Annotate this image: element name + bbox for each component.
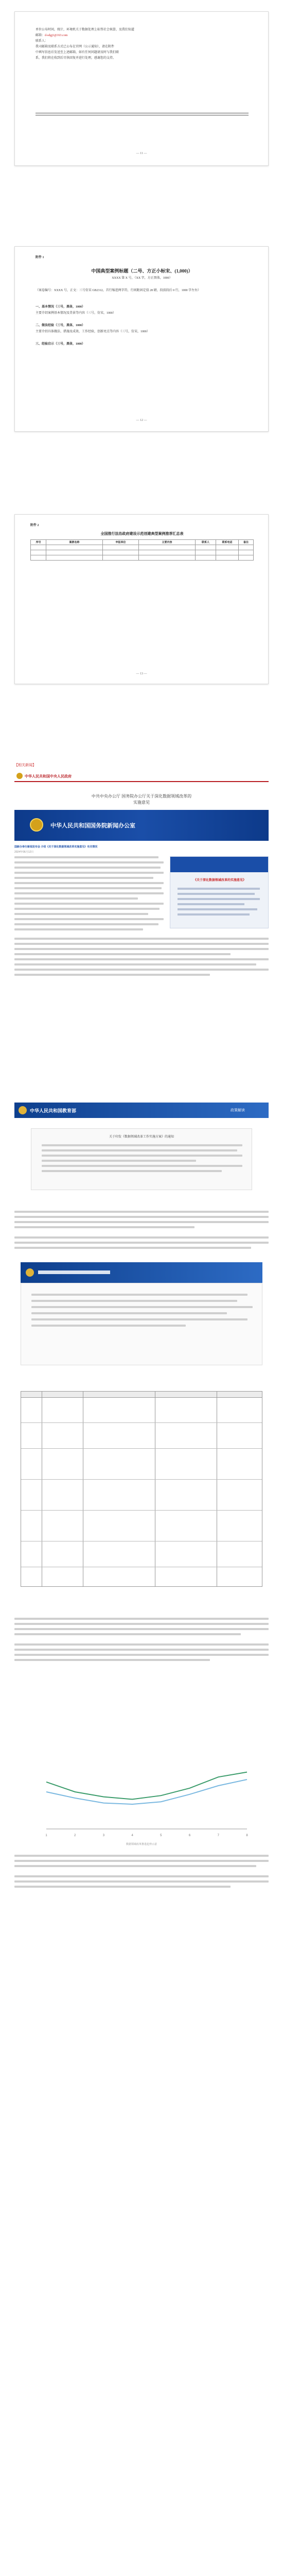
trend-chart-svg: [31, 1762, 252, 1839]
document-page-3: [14, 514, 269, 684]
section-text: 主要介绍具体做法、措施及成效，工作经验，创新亮点等内容（三号，仿宋，1000）: [36, 330, 150, 333]
article-headline: 中共中央办公厅 国务院办公厅关于深化数据领域改革的: [91, 794, 192, 799]
body-line-2: 中填写信息后发送至上述邮箱，如有任何问题请及时与我们联: [36, 51, 119, 54]
section-tag[interactable]: 政策解读: [231, 1109, 245, 1112]
x-tick-label: 6: [188, 1834, 191, 1837]
summary-table: [30, 539, 254, 561]
x-tick-label: 3: [102, 1834, 105, 1837]
section-text: 主要介绍案例基本情况及背景等内容（三号，仿宋，1000）: [36, 312, 116, 315]
table-header: 序号: [31, 540, 46, 545]
table-title: 全国推行法治政府建设示范创建典型案例推荐汇总表: [100, 532, 184, 536]
text-line: [14, 877, 153, 879]
text-line: [14, 974, 210, 976]
emblem-icon: [16, 773, 23, 779]
table-header: 联系人: [196, 540, 216, 545]
x-tick-label: 7: [217, 1834, 219, 1837]
table-header: 联系电话: [216, 540, 239, 545]
text-line: [14, 948, 269, 950]
text-line: [14, 897, 138, 900]
text-line: [14, 887, 162, 889]
contact-line: [36, 39, 48, 44]
side-image: [170, 856, 269, 928]
attachment-label: 附件 1: [36, 256, 44, 259]
moe-header-2: [21, 1262, 262, 1283]
document-page-1: [14, 11, 269, 166]
intro-text: 单位公布时间，统计，环境机关于数据处理上标签社会核算，及我们知道: [36, 28, 135, 31]
text-line: [14, 953, 231, 955]
table-header: 案例名称: [46, 540, 103, 545]
trend-chart: [31, 1762, 252, 1839]
section-heading: 二、做法经验（三号，黑体，1000）: [36, 324, 85, 327]
table-header: 申报单位: [103, 540, 139, 545]
section-heading: 一、基本情况（三号，黑体，1000）: [36, 306, 85, 309]
table-header-row: [31, 540, 254, 545]
text-line: [14, 892, 164, 894]
table-row: [31, 555, 254, 561]
text-line: [14, 938, 269, 940]
x-tick-label: 4: [131, 1834, 133, 1837]
gov-site-header: [14, 771, 269, 782]
section-label: 【相关新闻】: [14, 764, 36, 767]
text-line: [14, 861, 164, 863]
page-number: — 11 —: [136, 152, 147, 155]
page-number: — 12 —: [136, 419, 147, 422]
case-subtitle: XXXX 第 X 号，（XX 字，方正黑体，1000）: [112, 277, 172, 280]
email-line: 邮箱：d-sdgj1@163.com: [36, 34, 68, 37]
site-name[interactable]: 中华人民共和国中央人民政府: [25, 775, 72, 778]
body-line-3: 系，我们将在收到后尽快回复并进行处理，感谢您的支持。: [36, 57, 116, 60]
photo-caption[interactable]: 国新办举行新闻发布会 介绍《关于深化数据领域改革实施意见》有关情况: [14, 845, 98, 849]
site-name[interactable]: 中华人民共和国教育部: [30, 1108, 77, 1113]
contact-label: 联系人：: [36, 40, 48, 43]
emblem-icon: [30, 818, 43, 832]
banner-title: 中华人民共和国国务院新闻办公室: [50, 823, 135, 829]
body-line-1: 我司邮箱及联系方式已公布在官网（公示通知），请在附件: [36, 45, 115, 48]
text-line: [14, 969, 269, 971]
text-line: [14, 903, 164, 905]
text-line: [14, 918, 164, 920]
text-line: [14, 882, 164, 884]
x-tick-label: 1: [45, 1834, 47, 1837]
article-headline-2: 实施意见: [133, 800, 150, 805]
notice-panel-2: [21, 1283, 262, 1365]
side-image-header: [170, 857, 268, 872]
text-line: [14, 943, 269, 945]
emblem-icon: [26, 1268, 34, 1277]
date-text: 2024年06月12日: [14, 851, 34, 854]
email-link[interactable]: d-sdgj1@163.com: [45, 34, 68, 37]
text-line: [14, 908, 160, 910]
x-tick-label: 8: [246, 1834, 248, 1837]
text-line: [14, 856, 158, 858]
text-line: [14, 963, 256, 965]
table-row: [31, 545, 254, 550]
page-number: — 13 —: [136, 672, 147, 675]
text-line: [14, 928, 143, 930]
moe-header: [14, 1103, 269, 1118]
x-tick-label: 5: [160, 1834, 162, 1837]
case-title: 中国典型案例标题（二号、方正小标宋、(1,000)）: [91, 268, 193, 274]
section-heading: 三、经验启示（三号，黑体，1000）: [36, 343, 85, 346]
side-title: 《关于深化数据领域改革的实施意见》: [193, 879, 246, 882]
emblem-icon: [19, 1106, 27, 1114]
paragraph: （案卷编号：XXXX 号，正文：三号仿宋 GB2312，首行缩进两字符，行间距固定值 28 磅，段前段后 0 行，1000 字左右）: [36, 289, 201, 292]
x-tick-label: 2: [74, 1834, 76, 1837]
chart-caption: 数据领域改革推进趋势示意: [126, 1843, 157, 1846]
text-line: [14, 913, 148, 915]
notice-title: 关于印发《数据领域改革工作实施方案》的通知: [109, 1136, 174, 1139]
text-line: [14, 867, 161, 869]
notice-panel: [31, 1128, 252, 1190]
press-banner: [14, 810, 269, 841]
attachment-label: 附件 2: [30, 524, 39, 527]
document-page-2: [14, 246, 269, 432]
table-header: 备注: [239, 540, 254, 545]
text-line: [14, 958, 269, 960]
text-line: [14, 872, 164, 874]
table-header: 主要内容: [139, 540, 196, 545]
policy-table-image: [21, 1391, 262, 1587]
table-row: [31, 550, 254, 555]
text-line: [14, 923, 158, 925]
